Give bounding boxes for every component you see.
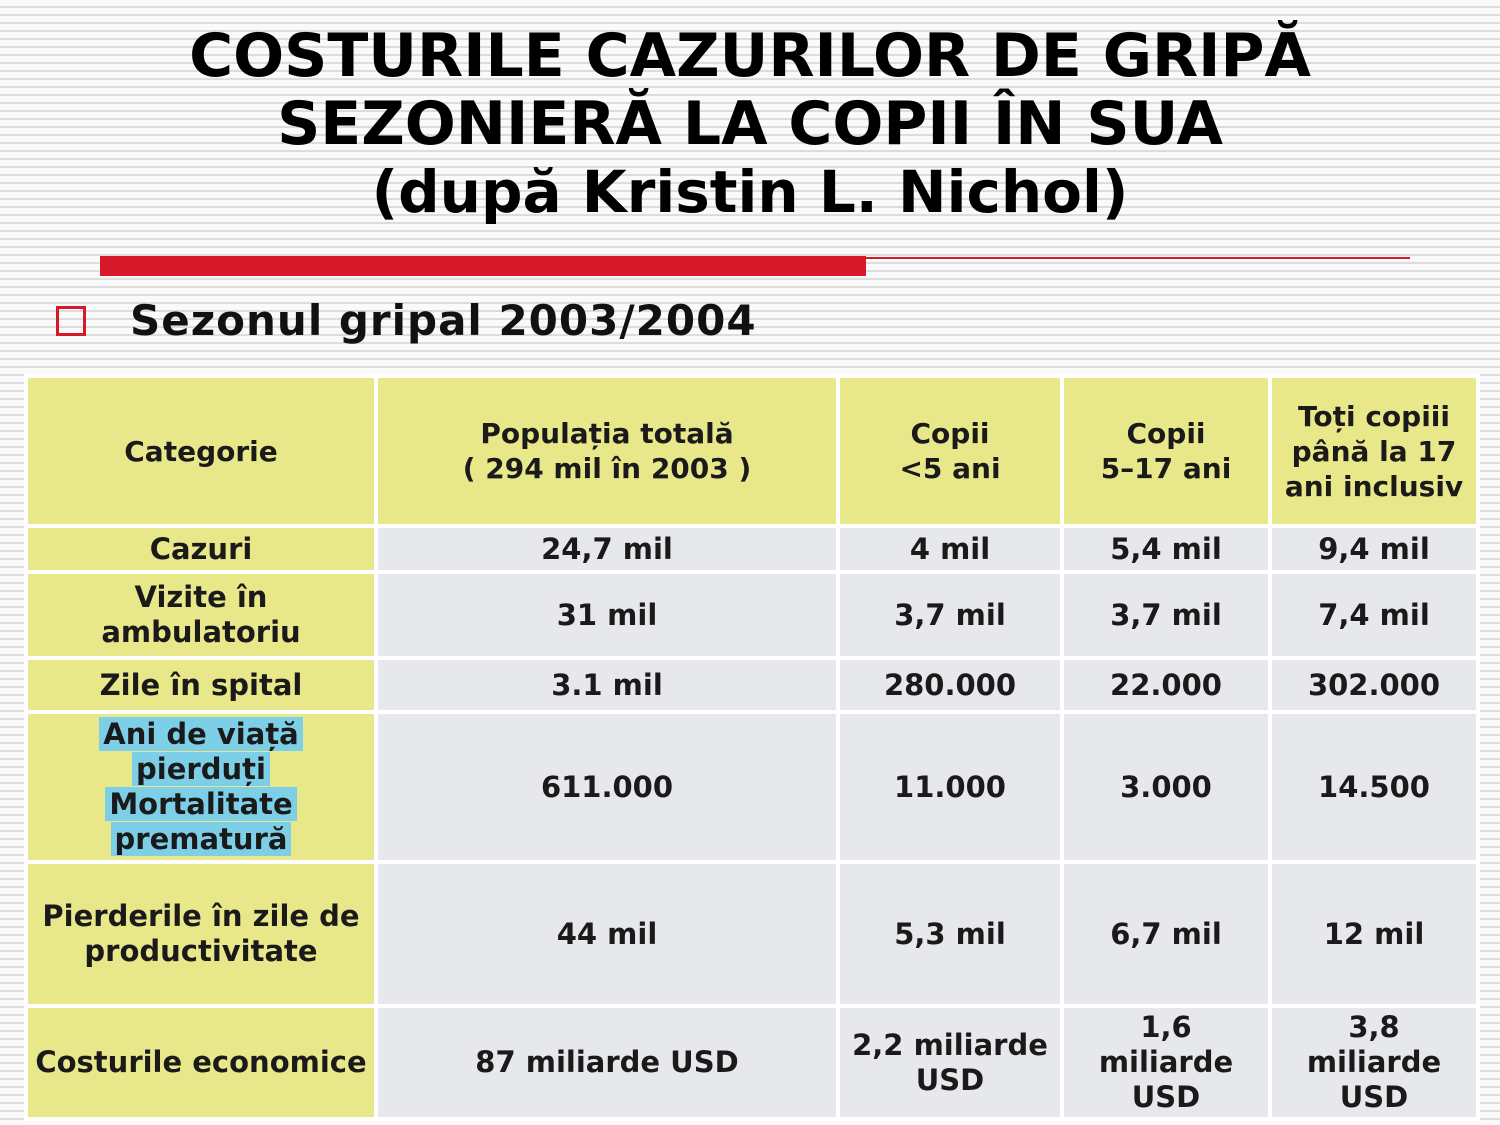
highlighted-text: prematură (111, 822, 292, 856)
highlighted-text: Mortalitate (105, 787, 296, 821)
title-line-1: COSTURILE CAZURILOR DE GRIPĂ (189, 21, 1311, 91)
table-row (26, 862, 1478, 1006)
table-cell: 302.000 (1270, 658, 1478, 712)
row-category (26, 712, 376, 862)
table-row (26, 712, 1478, 862)
table-cell: 3,7 mil (1062, 572, 1270, 658)
table-row (26, 526, 1478, 572)
table-cell: 6,7 mil (1062, 862, 1270, 1006)
title-divider-thick (100, 256, 866, 276)
title-divider-thin (866, 257, 1410, 259)
table-cell: 11.000 (838, 712, 1062, 862)
table-cell: 1,6 miliarde USD (1062, 1006, 1270, 1119)
table-cell: 3.000 (1062, 712, 1270, 862)
row-category: Vizite în ambulatoriu (26, 572, 376, 658)
table-cell: 31 mil (376, 572, 838, 658)
column-header: Categorie (26, 376, 376, 526)
table-cell: 12 mil (1270, 862, 1478, 1006)
table-row (26, 1006, 1478, 1119)
table-row (26, 658, 1478, 712)
table-cell: 5,4 mil (1062, 526, 1270, 572)
influenza-cost-table (24, 374, 1480, 1121)
table-cell: 22.000 (1062, 658, 1270, 712)
title-line-3: (după Kristin L. Nichol) (371, 158, 1129, 226)
column-header: Populația totală ( 294 mil în 2003 ) (376, 376, 838, 526)
highlighted-text: pierduți (132, 752, 270, 786)
column-header: Copii 5–17 ani (1062, 376, 1270, 526)
row-category: Pierderile în zile de productivitate (26, 862, 376, 1006)
row-category: Costurile economice (26, 1006, 376, 1119)
table-cell: 280.000 (838, 658, 1062, 712)
bullet-text: Sezonul gripal 2003/2004 (130, 296, 757, 345)
table-cell: 9,4 mil (1270, 526, 1478, 572)
table-cell: 4 mil (838, 526, 1062, 572)
table-cell: 3,7 mil (838, 572, 1062, 658)
table-cell: 87 miliarde USD (376, 1006, 838, 1119)
table-cell: 611.000 (376, 712, 838, 862)
table-row (26, 572, 1478, 658)
column-header: Copii <5 ani (838, 376, 1062, 526)
table-cell: 7,4 mil (1270, 572, 1478, 658)
table-cell: 3,8 miliarde USD (1270, 1006, 1478, 1119)
square-bullet-icon (56, 306, 86, 336)
table-header-row (26, 376, 1478, 526)
table-cell: 14.500 (1270, 712, 1478, 862)
row-category: Cazuri (26, 526, 376, 572)
row-category: Zile în spital (26, 658, 376, 712)
table-cell: 44 mil (376, 862, 838, 1006)
highlighted-text: Ani de viață (99, 717, 303, 751)
table-cell: 2,2 miliarde USD (838, 1006, 1062, 1119)
table-cell: 3.1 mil (376, 658, 838, 712)
table-cell: 5,3 mil (838, 862, 1062, 1006)
slide-title (0, 22, 1500, 226)
column-header: Toți copiii până la 17 ani inclusiv (1270, 376, 1478, 526)
title-line-2: SEZONIERĂ LA COPII ÎN SUA (277, 89, 1223, 159)
table-cell: 24,7 mil (376, 526, 838, 572)
